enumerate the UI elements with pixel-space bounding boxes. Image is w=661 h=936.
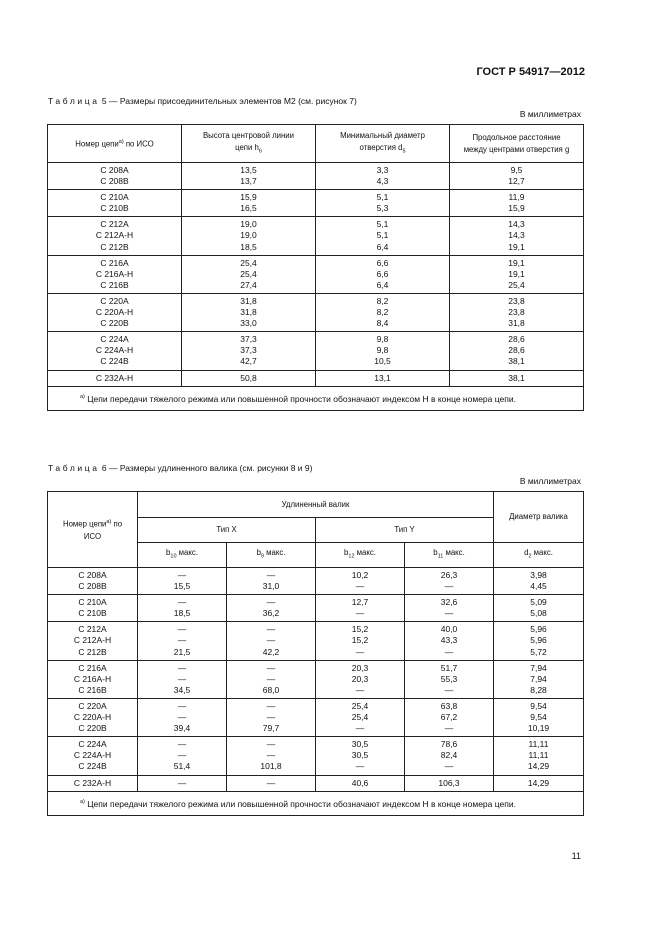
cell-value: 30,5	[351, 739, 369, 750]
cell-value: —	[177, 635, 187, 646]
cell-value: —	[266, 739, 276, 750]
cell-value: —	[266, 777, 276, 788]
cell-value: 18,5	[173, 608, 191, 619]
cell-value: 19,0	[240, 219, 257, 230]
cell-value: 3,3	[376, 165, 389, 175]
cell-value: С 212В	[78, 646, 107, 657]
table-cell-d2	[494, 622, 584, 660]
page-number: 11	[571, 851, 581, 861]
table-cell-d2	[494, 698, 584, 736]
table-cell-chain	[48, 660, 138, 698]
cell-value: —	[355, 684, 365, 695]
cell-value: 11,11	[528, 750, 549, 761]
cell-value: С 216А-Н	[95, 268, 134, 279]
cell-value: —	[444, 684, 454, 695]
table-cell-d5	[316, 190, 450, 217]
cell-value: С 220В	[100, 318, 129, 329]
table-cell-chain	[48, 217, 182, 255]
cell-value: 39,4	[173, 723, 191, 734]
cell-value: С 220А	[100, 295, 129, 306]
table5-header-d5: Минимальный диаметр отверстия $d_5$	[316, 125, 450, 163]
cell-value: 33,0	[240, 318, 257, 329]
cell-value: 25,4	[240, 257, 257, 268]
table-cell-chain	[48, 332, 182, 370]
cell-value: 38,1	[508, 372, 525, 383]
cell-value: 9,54	[530, 712, 547, 723]
table6-header-diameter: Диаметр валика	[494, 492, 584, 543]
table-cell-b11	[405, 568, 494, 595]
table-row	[48, 217, 584, 255]
cell-value: 5,96	[530, 635, 547, 646]
cell-value: —	[177, 570, 187, 580]
cell-value: С 212А	[78, 624, 107, 635]
cell-value: —	[177, 624, 187, 635]
cell-value: 11,9	[508, 192, 525, 203]
cell-value: 18,5	[240, 241, 257, 252]
cell-value: 37,3	[240, 345, 257, 356]
cell-value: 19,1	[508, 268, 525, 279]
cell-value: 14,29	[527, 777, 550, 788]
cell-value: 79,7	[262, 723, 280, 734]
cell-value: 3,98	[530, 570, 547, 580]
cell-value: 25,4	[240, 268, 257, 279]
cell-value: 63,8	[440, 700, 458, 711]
table6	[47, 491, 584, 816]
table-cell-g	[450, 332, 584, 370]
cell-value: —	[266, 750, 276, 761]
table-cell-d5	[316, 255, 450, 293]
cell-value: 16,5	[240, 203, 257, 214]
cell-value: 11,11	[528, 739, 549, 750]
cell-value: —	[266, 712, 276, 723]
cell-value: 31,8	[240, 295, 257, 306]
cell-value: —	[355, 761, 365, 772]
cell-value: —	[177, 739, 187, 750]
table-row	[48, 660, 584, 698]
cell-value: 68,0	[262, 684, 280, 695]
cell-value: С 232А-Н	[73, 777, 112, 788]
cell-value: —	[355, 646, 365, 657]
table-cell-h6	[182, 332, 316, 370]
cell-value: 9,8	[376, 334, 389, 345]
cell-value: 15,2	[351, 635, 369, 646]
cell-value: 50,8	[240, 372, 257, 383]
table-cell-d5	[316, 332, 450, 370]
cell-value: 51,4	[173, 761, 191, 772]
table-cell-b10	[138, 775, 227, 791]
table-cell-chain	[48, 190, 182, 217]
cell-value: С 212А-Н	[95, 230, 134, 241]
table6-footnote: $^{а)}$ Цепи передачи тяжелого режима или повышенной прочности обозначают индексом Н в конце номера цепи.	[48, 791, 584, 816]
cell-value: —	[177, 662, 187, 673]
cell-value: —	[177, 750, 187, 761]
cell-value: 40,0	[440, 624, 458, 635]
cell-value: С 216В	[100, 279, 129, 290]
table-cell-b11	[405, 660, 494, 698]
cell-value: С 208В	[100, 176, 129, 187]
cell-value: 7,94	[530, 673, 547, 684]
cell-value: 10,19	[527, 723, 550, 734]
table-row	[48, 293, 584, 331]
cell-value: 40,6	[351, 777, 369, 788]
cell-value: —	[266, 570, 276, 580]
cell-value: —	[266, 635, 276, 646]
table-row	[48, 775, 584, 791]
table-row	[48, 255, 584, 293]
table-row	[48, 737, 584, 775]
table-cell-b9	[227, 698, 316, 736]
cell-value: 7,94	[530, 662, 547, 673]
cell-value: 12,7	[351, 597, 369, 608]
cell-value: 55,3	[440, 673, 458, 684]
cell-value: 8,2	[376, 307, 389, 318]
cell-value: —	[355, 608, 365, 619]
cell-value: 19,1	[508, 257, 525, 268]
table-cell-chain	[48, 595, 138, 622]
cell-value: 9,8	[376, 345, 389, 356]
table-cell-g	[450, 217, 584, 255]
cell-value: С 210А	[100, 192, 129, 203]
table-row	[48, 370, 584, 386]
cell-value: 15,9	[508, 203, 525, 214]
table-cell-b12	[316, 775, 405, 791]
cell-value: —	[266, 597, 276, 608]
cell-value: 5,96	[530, 624, 547, 635]
table6-header-b10: $b_{10}$ макс.	[138, 543, 227, 568]
table-cell-d2	[494, 568, 584, 595]
cell-value: 9,5	[510, 165, 523, 175]
cell-value: —	[444, 723, 454, 734]
table6-header-extended: Удлиненный валик	[138, 492, 494, 518]
cell-value: 32,6	[440, 597, 458, 608]
cell-value: 20,3	[351, 662, 369, 673]
table-cell-chain	[48, 293, 182, 331]
cell-value: С 220А-Н	[73, 712, 112, 723]
table-row	[48, 190, 584, 217]
cell-value: —	[444, 581, 454, 592]
cell-value: 5,1	[376, 219, 389, 230]
table6-caption: Таблица 6 — Размеры удлиненного валика (см. рисунки 8 и 9)	[48, 463, 313, 473]
cell-value: 31,0	[262, 581, 280, 592]
table-cell-b11	[405, 698, 494, 736]
table-cell-b10	[138, 698, 227, 736]
table-cell-chain	[48, 568, 138, 595]
cell-value: 5,08	[530, 608, 547, 619]
cell-value: 14,3	[508, 219, 525, 230]
cell-value: 101,8	[260, 761, 282, 772]
table-cell-b9	[227, 775, 316, 791]
table-cell-b12	[316, 622, 405, 660]
cell-value: —	[177, 673, 187, 684]
cell-value: 31,8	[240, 307, 257, 318]
table6-header-d2: $d_2$ макс.	[494, 543, 584, 568]
table-cell-d5	[316, 293, 450, 331]
table-cell-g	[450, 190, 584, 217]
cell-value: 5,1	[376, 192, 389, 203]
table-cell-b12	[316, 568, 405, 595]
cell-value: С 216А	[78, 662, 107, 673]
cell-value: 19,0	[240, 230, 257, 241]
cell-value: 10,2	[351, 570, 369, 580]
table6-header-b11: $b_{11}$ макс.	[405, 543, 494, 568]
cell-value: 25,4	[351, 700, 369, 711]
table-cell-b10	[138, 660, 227, 698]
table-cell-b11	[405, 595, 494, 622]
table6-header-chain: Номер цепи$^{а)}$ по ИСО	[48, 492, 138, 568]
table-cell-b9	[227, 595, 316, 622]
cell-value: 23,8	[508, 307, 525, 318]
cell-value: —	[444, 646, 454, 657]
cell-value: 21,5	[173, 646, 191, 657]
cell-value: 36,2	[262, 608, 280, 619]
table6-unit: В миллиметрах	[519, 476, 581, 486]
table5-unit: В миллиметрах	[519, 109, 581, 119]
cell-value: С 224А-Н	[73, 750, 112, 761]
table-cell-d2	[494, 737, 584, 775]
table-cell-h6	[182, 190, 316, 217]
table-cell-h6	[182, 217, 316, 255]
table-cell-d5	[316, 370, 450, 386]
cell-value: —	[355, 581, 365, 592]
table-row	[48, 622, 584, 660]
cell-value: 26,3	[440, 570, 458, 580]
cell-value: 23,8	[508, 295, 525, 306]
table-cell-b11	[405, 622, 494, 660]
cell-value: —	[444, 761, 454, 772]
table-cell-chain	[48, 737, 138, 775]
cell-value: 8,4	[376, 318, 389, 329]
table6-header-b9: $b_9$ макс.	[227, 543, 316, 568]
table-row	[48, 568, 584, 595]
cell-value: 12,7	[508, 176, 525, 187]
cell-value: 42,2	[262, 646, 280, 657]
cell-value: 31,8	[508, 318, 525, 329]
table-row	[48, 595, 584, 622]
table-cell-d2	[494, 775, 584, 791]
table-cell-b11	[405, 775, 494, 791]
table6-header-type-x: Тип X	[138, 518, 316, 543]
cell-value: 82,4	[440, 750, 458, 761]
table-cell-d2	[494, 660, 584, 698]
table-row	[48, 332, 584, 370]
table6-header-type-y: Тип Y	[316, 518, 494, 543]
table5-header-g: Продольное расстояние между центрами отверстия g	[450, 125, 584, 163]
cell-value: 15,9	[240, 192, 257, 203]
cell-value: С 220В	[78, 723, 107, 734]
cell-value: 14,29	[527, 761, 550, 772]
table-cell-h6	[182, 293, 316, 331]
table-cell-b9	[227, 622, 316, 660]
cell-value: С 212А	[100, 219, 129, 230]
cell-value: —	[177, 597, 187, 608]
document-code: ГОСТ Р 54917—2012	[476, 66, 585, 78]
cell-value: 20,3	[351, 673, 369, 684]
cell-value: С 208А	[78, 570, 107, 580]
cell-value: С 224А-Н	[95, 345, 134, 356]
cell-value: С 210В	[78, 608, 107, 619]
cell-value: С 224В	[78, 761, 107, 772]
cell-value: С 224А	[78, 739, 107, 750]
cell-value: —	[355, 723, 365, 734]
table-cell-b11	[405, 737, 494, 775]
table-cell-b10	[138, 568, 227, 595]
cell-value: С 216А	[100, 257, 129, 268]
table-cell-h6	[182, 370, 316, 386]
table5-header-h6: Высота центровой линии цепи $h_6$	[182, 125, 316, 163]
cell-value: 8,2	[376, 295, 389, 306]
table-row	[48, 698, 584, 736]
cell-value: С 224В	[100, 356, 129, 367]
cell-value: —	[177, 712, 187, 723]
cell-value: —	[266, 700, 276, 711]
table-cell-chain	[48, 255, 182, 293]
cell-value: С 208В	[78, 581, 107, 592]
cell-value: 19,1	[508, 241, 525, 252]
table-cell-b12	[316, 737, 405, 775]
cell-value: 5,09	[530, 597, 547, 608]
table-cell-b12	[316, 660, 405, 698]
cell-value: С 232А-Н	[95, 372, 134, 383]
table5-header-chain: Номер цепи$^{а)}$ по ИСО	[48, 125, 182, 163]
table-cell-g	[450, 255, 584, 293]
cell-value: 13,5	[240, 165, 257, 175]
cell-value: С 216В	[78, 684, 107, 695]
cell-value: С 210А	[78, 597, 107, 608]
cell-value: —	[444, 608, 454, 619]
cell-value: —	[266, 624, 276, 635]
cell-value: 78,6	[440, 739, 458, 750]
cell-value: —	[266, 673, 276, 684]
cell-value: 28,6	[508, 334, 525, 345]
table-cell-h6	[182, 163, 316, 190]
table-cell-b9	[227, 660, 316, 698]
table-cell-g	[450, 293, 584, 331]
cell-value: 6,4	[376, 241, 389, 252]
cell-value: 5,3	[376, 203, 389, 214]
cell-value: 9,54	[530, 700, 547, 711]
table-cell-b9	[227, 737, 316, 775]
cell-value: 43,3	[440, 635, 458, 646]
cell-value: С 220А	[78, 700, 107, 711]
table-cell-b10	[138, 622, 227, 660]
cell-value: 42,7	[240, 356, 257, 367]
cell-value: —	[266, 662, 276, 673]
table-cell-chain	[48, 622, 138, 660]
table-row	[48, 163, 584, 190]
cell-value: С 224А	[100, 334, 129, 345]
table-cell-chain	[48, 775, 138, 791]
cell-value: 51,7	[440, 662, 458, 673]
table-cell-d5	[316, 217, 450, 255]
table-cell-d5	[316, 163, 450, 190]
cell-value: 5,1	[376, 230, 389, 241]
cell-value: 25,4	[351, 712, 369, 723]
cell-value: 14,3	[508, 230, 525, 241]
table-cell-b12	[316, 595, 405, 622]
table5	[47, 124, 584, 411]
cell-value: С 220А-Н	[95, 307, 134, 318]
cell-value: С 212А-Н	[73, 635, 112, 646]
cell-value: 13,7	[240, 176, 257, 187]
table-cell-chain	[48, 698, 138, 736]
cell-value: 27,4	[240, 279, 257, 290]
cell-value: 6,6	[376, 268, 389, 279]
cell-value: 10,5	[374, 356, 391, 367]
cell-value: 8,28	[530, 684, 547, 695]
cell-value: —	[177, 700, 187, 711]
table-cell-g	[450, 370, 584, 386]
cell-value: 4,3	[376, 176, 389, 187]
table-cell-b9	[227, 568, 316, 595]
cell-value: 106,3	[438, 777, 460, 788]
cell-value: 38,1	[508, 356, 525, 367]
table-cell-chain	[48, 163, 182, 190]
cell-value: —	[177, 777, 187, 788]
table-cell-b10	[138, 737, 227, 775]
cell-value: 15,2	[351, 624, 369, 635]
cell-value: 4,45	[530, 581, 547, 592]
cell-value: 25,4	[508, 279, 525, 290]
table-cell-b12	[316, 698, 405, 736]
table-cell-b10	[138, 595, 227, 622]
cell-value: 67,2	[440, 712, 458, 723]
table-cell-h6	[182, 255, 316, 293]
cell-value: 34,5	[173, 684, 191, 695]
cell-value: 30,5	[351, 750, 369, 761]
cell-value: 6,4	[376, 279, 389, 290]
cell-value: 13,1	[374, 372, 391, 383]
cell-value: 28,6	[508, 345, 525, 356]
table-cell-chain	[48, 370, 182, 386]
cell-value: 37,3	[240, 334, 257, 345]
cell-value: С 216А-Н	[73, 673, 112, 684]
cell-value: 15,5	[173, 581, 191, 592]
table5-caption: Таблица 5 — Размеры присоединительных элементов M2 (см. рисунок 7)	[48, 96, 357, 106]
table5-footnote: $^{а)}$ Цепи передачи тяжелого режима или повышенной прочности обозначают индексом Н в конце номера цепи.	[48, 386, 584, 411]
table-cell-d2	[494, 595, 584, 622]
cell-value: 5,72	[530, 646, 547, 657]
cell-value: С 210В	[100, 203, 129, 214]
table-cell-g	[450, 163, 584, 190]
cell-value: С 208А	[100, 165, 129, 175]
table6-header-b12: $b_{12}$ макс.	[316, 543, 405, 568]
cell-value: С 212В	[100, 241, 129, 252]
cell-value: 6,6	[376, 257, 389, 268]
